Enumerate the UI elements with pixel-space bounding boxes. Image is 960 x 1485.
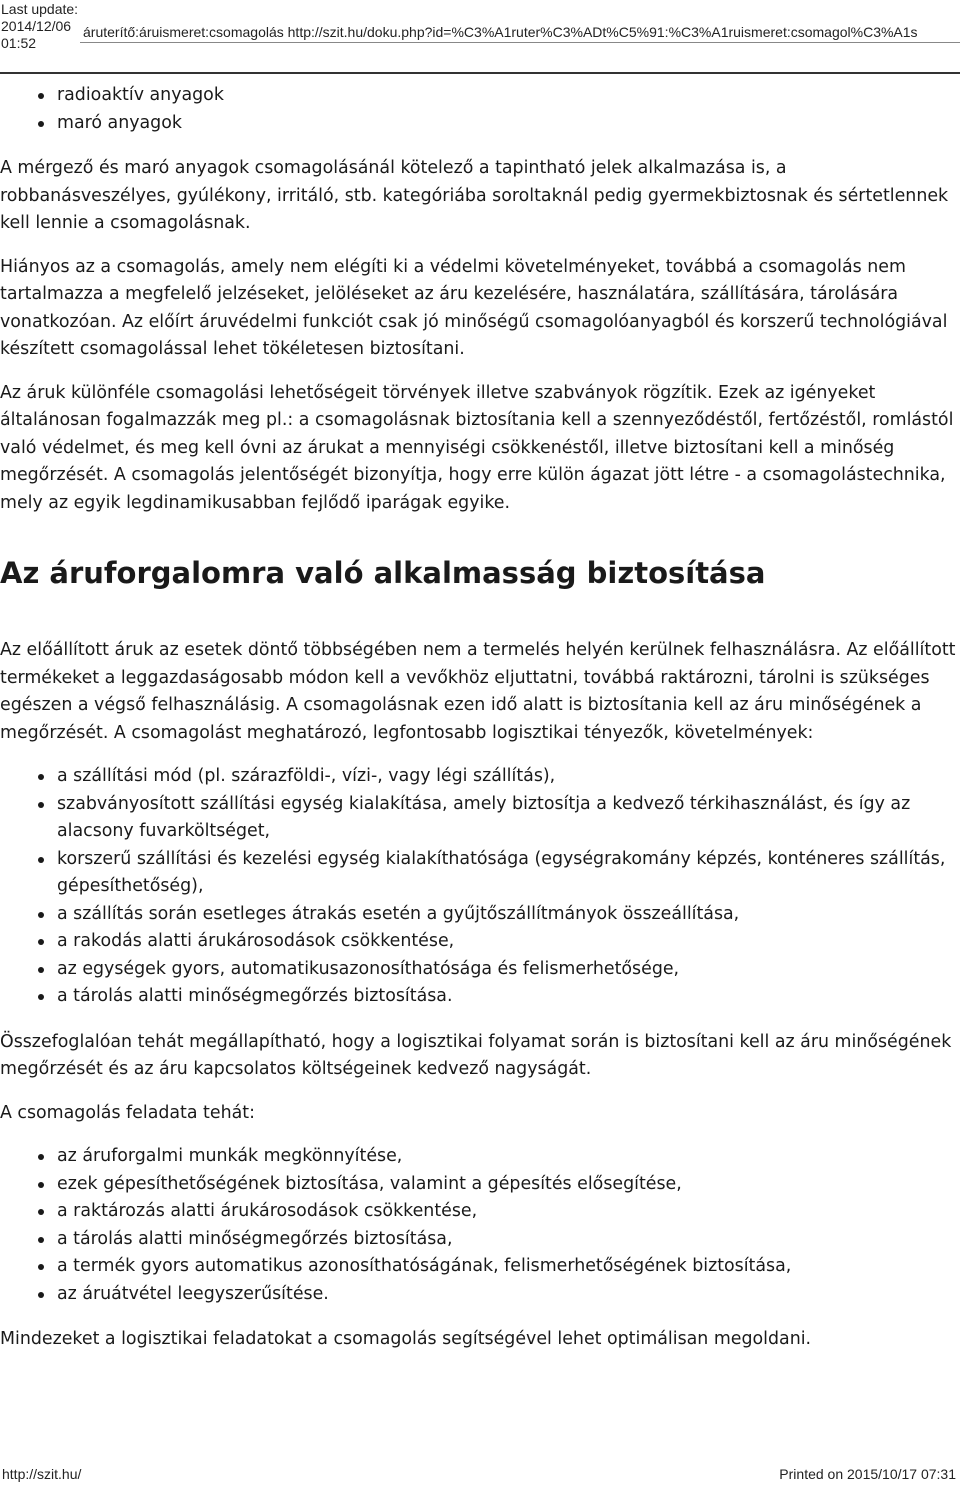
list-item: maró anyagok xyxy=(57,110,958,138)
list-item: radioaktív anyagok xyxy=(57,82,958,110)
last-update-label: Last update: xyxy=(1,1,79,17)
last-update-value: 2014/12/06 01:52 xyxy=(1,18,72,51)
list-item: a raktározás alatti árukárosodások csökkentése, xyxy=(57,1198,958,1226)
page-footer xyxy=(0,1460,958,1483)
list-item: a rakodás alatti árukárosodások csökkentése, xyxy=(57,928,958,956)
last-update xyxy=(1,1,79,52)
list-item: a szállítás során esetleges átrakás esetén a gyűjtőszállítmányok összeállítása, xyxy=(57,901,958,929)
paragraph-standards: Az áruk különféle csomagolási lehetőségeit törvények illetve szabványok rögzítik. Ezek az igényeket általánosan fogalmazzák meg pl.: a csomagolásnak biztosítania kell a szennyeződéstől, fertőzéstől, romlástól való védelmet, és meg kell óvni az árukat a mennyiségi csökkenéstől, illetve biztosítani kell a minőség megőrzését. A csomagolás jelentőségét bizonyítja, hogy erre külön ágazat jött létre - a csomagolástechnika, mely az egyik legdinamikusabban fejlődő iparágak egyike. xyxy=(0,382,954,513)
section-heading: Az áruforgalomra való alkalmasság biztosítása xyxy=(0,556,766,590)
logistics-factors-list xyxy=(0,763,958,1011)
paragraph-summary: Összefoglalóan tehát megállapítható, hogy a logisztikai folyamat során is biztosítani kell az áru minőségének megőrzését és az áru kapcsolatos költségeinek kedvező nagyságát. xyxy=(0,1031,952,1079)
paragraph-logistics: Az előállított áruk az esetek döntő többségében nem a termelés helyén kerülnek felhasználásra. Az előállított termékeket a leggazdaságosabb módon kell a vevőkhöz eljuttatni, továbbá raktározni, tárolni is szükséges egészen a végső felhasználásig. A csomagolásnak ezen idő alatt is biztosítania kell az áru minőségének a megőrzését. A csomagolást meghatározó, legfontosabb logisztikai tényezők, követelmények: xyxy=(0,640,956,743)
header-divider xyxy=(80,42,960,43)
paragraph-deficient-packaging: Hiányos az a csomagolás, amely nem elégíti ki a védelmi követelményeket, továbbá a csomagolás nem tartalmazza a megfelelő jelzéseket, jelöléseket az áru kezelésére, használatára, szállítására, tárolására vonatkozóan. Az előírt áruvédelmi funkciót csak jó minőségű csomagolóanyagból és korszerű technológiával készített csomagolással lehet tökéletesen biztosítani. xyxy=(0,256,948,359)
paragraph-tasks-intro: A csomagolás feladata tehát: xyxy=(0,1102,255,1123)
footer-printed-date: Printed on 2015/10/17 07:31 xyxy=(779,1466,956,1482)
list-item: szabványosított szállítási egység kialakítása, amely biztosítja a kedvező térkihasználást, és így az alacsony fuvarköltséget, xyxy=(57,791,958,846)
list-item: ezek gépesíthetőségének biztosítása, valamint a gépesítés elősegítése, xyxy=(57,1171,958,1199)
list-item: a tárolás alatti minőségmegőrzés biztosítása, xyxy=(57,1226,958,1254)
list-item: korszerű szállítási és kezelési egység kialakíthatósága (egységrakomány képzés, konténeres szállítás, gépesíthetőség), xyxy=(57,846,958,901)
list-item: a tárolás alatti minőségmegőrzés biztosítása. xyxy=(57,983,958,1011)
hazard-list xyxy=(0,82,958,137)
list-item: a termék gyors automatikus azonosíthatóságának, felismerhetőségének biztosítása, xyxy=(57,1253,958,1281)
page-path: áruterítő:áruismeret:csomagolás http://szit.hu/doku.php?id=%C3%A1ruter%C3%ADt%C5%91:%C3%A1ruismeret:csomagol%C3%A1s xyxy=(83,24,918,40)
packaging-tasks-list xyxy=(0,1143,958,1308)
list-item: a szállítási mód (pl. szárazföldi-, vízi-, vagy légi szállítás), xyxy=(57,763,958,791)
list-item: az áruátvétel leegyszerűsítése. xyxy=(57,1281,958,1309)
list-item: az egységek gyors, automatikusazonosíthatósága és felismerhetősége, xyxy=(57,956,958,984)
paragraph-tactile-marks: A mérgező és maró anyagok csomagolásánál kötelező a tapintható jelek alkalmazása is, a robbanásveszélyes, gyúlékony, irritáló, stb. kategóriába soroltaknál pedig gyermekbiztosnak és sértetlennek kell lennie a csomagolásnak. xyxy=(0,158,949,233)
list-item: az áruforgalmi munkák megkönnyítése, xyxy=(57,1143,958,1171)
page-content xyxy=(0,82,958,1370)
footer-site-url: http://szit.hu/ xyxy=(2,1466,82,1482)
paragraph-conclusion: Mindezeket a logisztikai feladatokat a csomagolás segítségével lehet optimálisan megoldani. xyxy=(0,1329,812,1349)
page-header xyxy=(0,0,960,74)
